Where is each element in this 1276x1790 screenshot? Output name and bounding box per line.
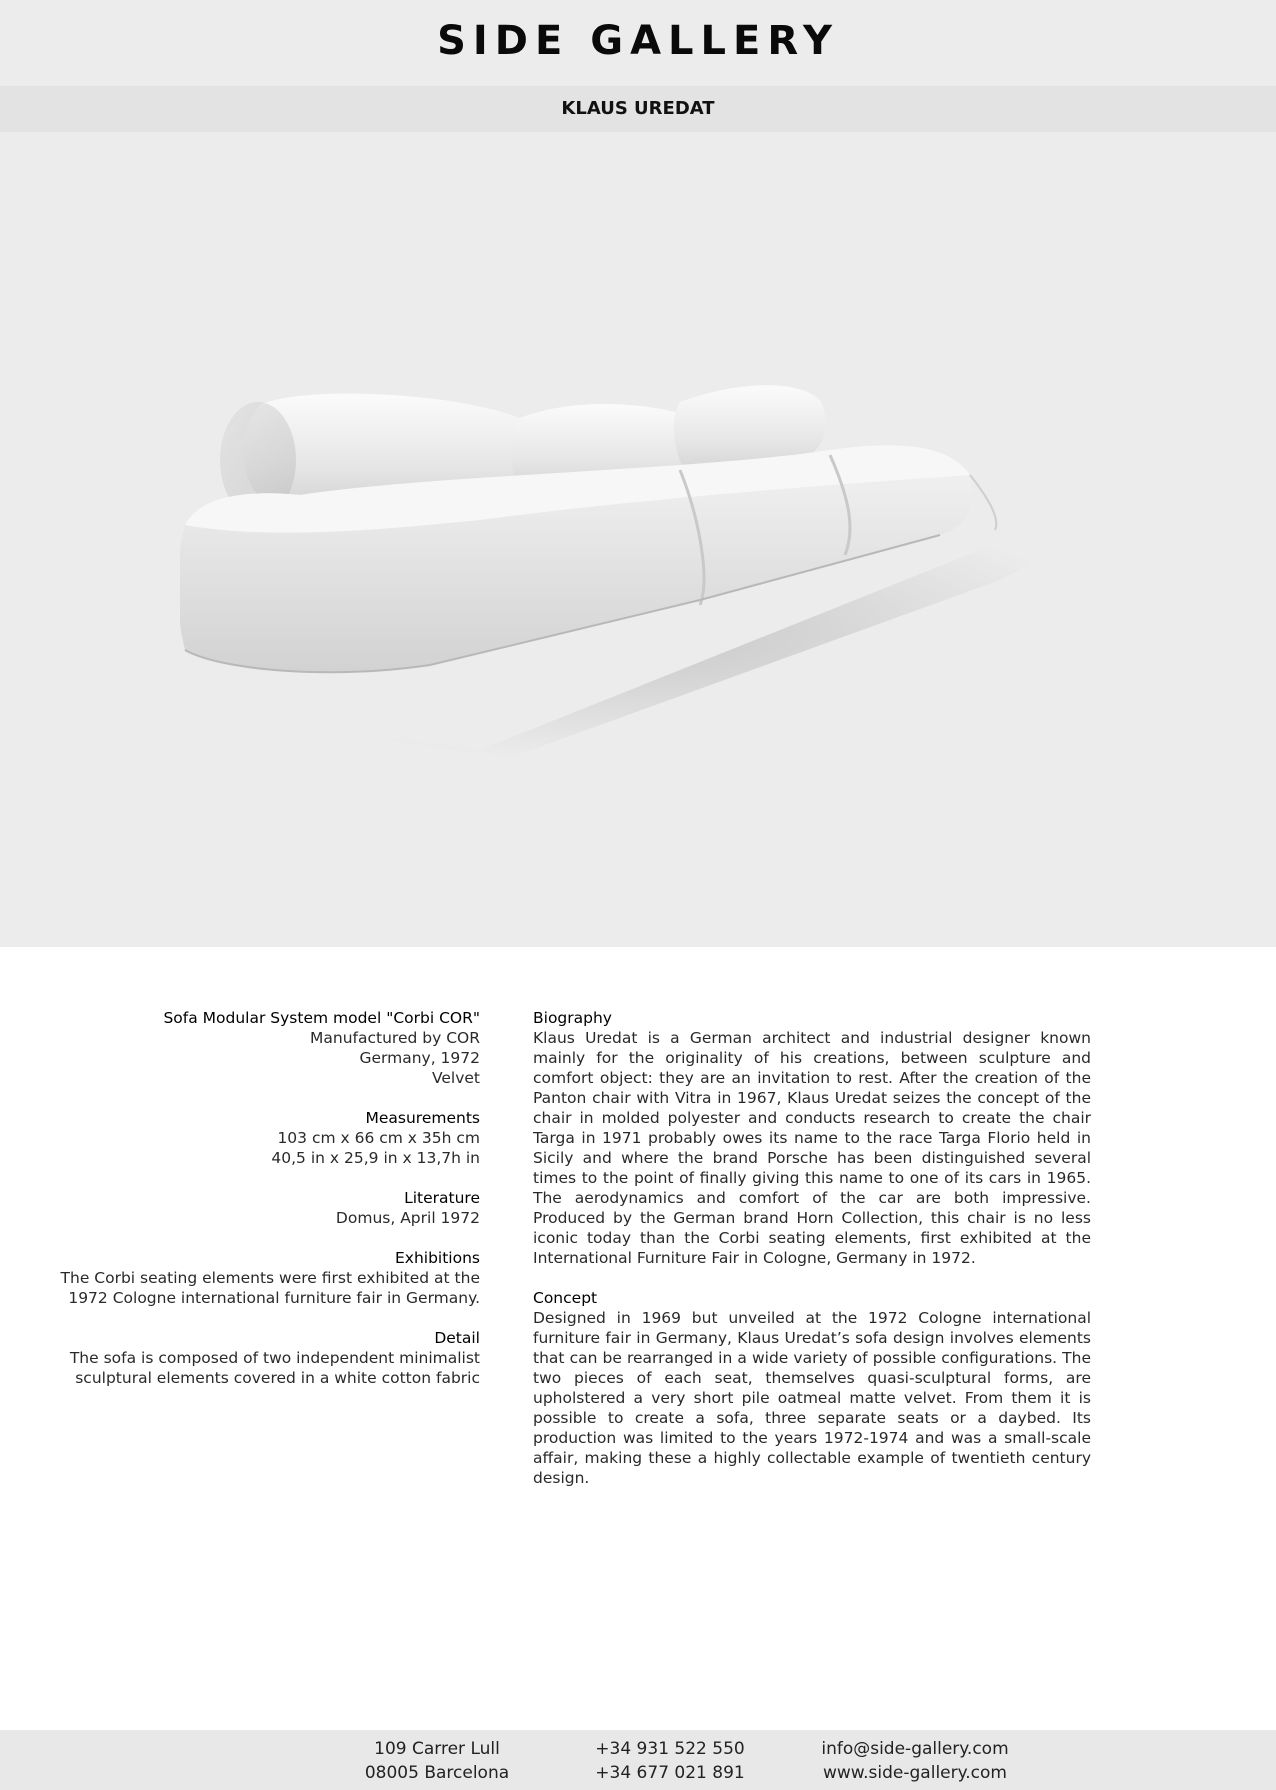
concept-heading: Concept bbox=[533, 1289, 598, 1307]
exhibitions-text: The Corbi seating elements were first exhibited at the 1972 Cologne international furniture fair in Germany. bbox=[60, 1269, 480, 1307]
product-details bbox=[60, 1008, 480, 1408]
address-line2: 08005 Barcelona bbox=[364, 1763, 510, 1783]
manufacturer: Manufactured by COR bbox=[310, 1029, 480, 1047]
artist-bar bbox=[0, 86, 1276, 132]
footer bbox=[0, 1730, 1276, 1790]
literature-block bbox=[60, 1188, 480, 1228]
measurements-in: 40,5 in x 25,9 in x 13,7h in bbox=[271, 1149, 480, 1167]
material: Velvet bbox=[431, 1069, 480, 1087]
measurements-heading: Measurements bbox=[365, 1109, 480, 1127]
measurements-cm: 103 cm x 66 cm x 35h cm bbox=[277, 1129, 480, 1147]
biography-text: Klaus Uredat is a German architect and industrial designer known mainly for the originality of his creations, between sculpture and comfort object: they are an invitation to rest. After the creation of the Panton chair with Vitra in 1967, Klaus Uredat seizes the concept of the chair in molded polyester and conducts research to create the chair Targa in 1971 probably owes its name to the race Targa Florio held in Sicily and where the brand Porsche has been distinguished several times to the point of finally giving this name to one of its cars in 1965. The aerodynamics and comfort of the car are both impressive. Produced by the German brand Horn Collection, this chair is no less iconic today than the Corbi seating elements, first exhibited at the International Furniture Fair in Cologne, Germany in 1972. bbox=[533, 1029, 1091, 1267]
footer-phones bbox=[570, 1737, 770, 1785]
detail-text: The sofa is composed of two independent minimalist sculptural elements covered in a white cotton fabric bbox=[69, 1349, 480, 1387]
sofa-image bbox=[180, 380, 1110, 760]
biography-heading: Biography bbox=[533, 1009, 612, 1027]
brand-title: SIDE GALLERY bbox=[437, 18, 839, 64]
literature-heading: Literature bbox=[404, 1189, 480, 1207]
phone-1[interactable]: +34 931 522 550 bbox=[595, 1739, 745, 1759]
product-title: Sofa Modular System model "Corbi COR" bbox=[163, 1009, 480, 1027]
concept-section bbox=[533, 1288, 1091, 1488]
description-column bbox=[533, 1008, 1091, 1508]
origin: Germany, 1972 bbox=[359, 1049, 480, 1067]
exhibitions-block bbox=[60, 1248, 480, 1308]
email-link[interactable]: info@side-gallery.com bbox=[821, 1739, 1009, 1759]
biography-section bbox=[533, 1008, 1091, 1268]
detail-heading: Detail bbox=[434, 1329, 480, 1347]
footer-address bbox=[337, 1737, 537, 1785]
measurements-block bbox=[60, 1108, 480, 1168]
footer-contact bbox=[800, 1737, 1030, 1785]
product-info-block bbox=[60, 1008, 480, 1088]
phone-2[interactable]: +34 677 021 891 bbox=[595, 1763, 745, 1783]
address-line1: 109 Carrer Lull bbox=[374, 1739, 500, 1759]
literature-text: Domus, April 1972 bbox=[335, 1209, 480, 1227]
detail-block bbox=[60, 1328, 480, 1388]
artist-name: KLAUS UREDAT bbox=[561, 98, 715, 119]
concept-text: Designed in 1969 but unveiled at the 1972 Cologne international furniture fair in Germany, Klaus Uredat’s sofa design involves elements that can be rearranged in a wide variety of possible configurations. The two pieces of each seat, themselves quasi-sculptural forms, are upholstered a very short pile oatmeal matte velvet. From them it is possible to create a sofa, three separate seats or a daybed. Its production was limited to the years 1972-1974 and was a small-scale affair, making these a highly collectable example of twentieth century design. bbox=[533, 1309, 1091, 1487]
exhibitions-heading: Exhibitions bbox=[394, 1249, 480, 1267]
website-link[interactable]: www.side-gallery.com bbox=[823, 1763, 1007, 1783]
